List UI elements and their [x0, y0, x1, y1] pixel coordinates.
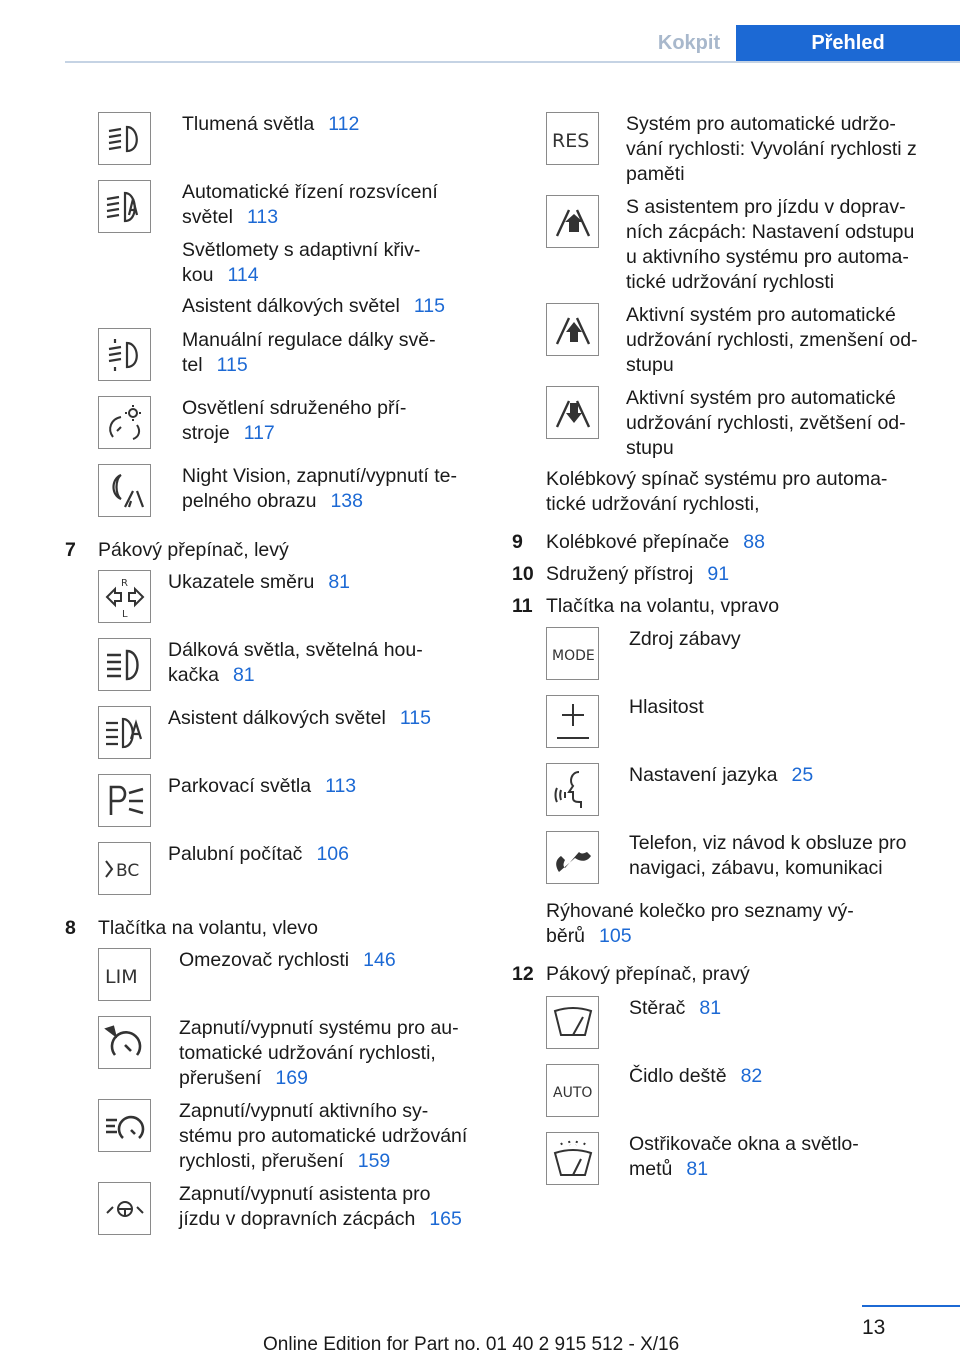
instrument-lighting-icon [98, 396, 151, 449]
section-number: 9 [512, 531, 523, 553]
item-text: Omezovač rychlosti 146 [179, 949, 396, 971]
volume-icon [546, 695, 599, 748]
cruise-control-icon [98, 1016, 151, 1069]
svg-text:LIM: LIM [104, 965, 138, 988]
section-title: Sdružený přístroj 91 [546, 563, 730, 585]
section-title: Tlačítka na volantu, vlevo [98, 917, 319, 939]
page-link[interactable]: 112 [328, 113, 360, 135]
section-number: 11 [512, 595, 533, 617]
phone-icon [546, 831, 599, 884]
item-text: Manuální regulace dálky svě- tel 115 [182, 329, 436, 376]
res-icon [546, 112, 599, 165]
item-text: S asistentem pro jízdu v doprav- ních zácpách: Nastavení odstupu u aktivního systému pro automa- tické udržování rychlosti [626, 196, 915, 293]
page-link[interactable]: 138 [330, 490, 363, 512]
page-link[interactable]: 117 [243, 422, 275, 444]
page-link[interactable]: 115 [399, 707, 431, 729]
svg-text:R: R [120, 577, 128, 589]
washer-icon [546, 1132, 599, 1185]
tab-prehled[interactable]: Přehled [736, 25, 960, 62]
distance-setting-icon [546, 195, 599, 248]
page-link[interactable]: 88 [743, 531, 765, 553]
item-text: Tlumená světla 112 [182, 113, 360, 135]
edition-text: Online Edition for Part no. 01 40 2 915 512 - X/16 [263, 1334, 680, 1355]
section-number: 7 [65, 539, 76, 561]
voice-control-icon [546, 763, 599, 816]
page-link[interactable]: 91 [707, 563, 730, 585]
rocker-switch-text: Kolébkový spínač systému pro automa- tické udržování rychlosti, [546, 468, 888, 515]
traffic-jam-assist-icon [98, 1182, 151, 1235]
item-text: Aktivní systém pro automatické udržování rychlosti, zvětšení od- stupu [626, 387, 906, 459]
section-title: Pákový přepínač, levý [98, 539, 289, 561]
wiper-icon [546, 996, 599, 1049]
high-beam-icon [98, 638, 151, 691]
turn-signal-icon [98, 570, 151, 623]
page-link[interactable]: 82 [740, 1065, 763, 1087]
section-title: Kolébkové přepínače 88 [546, 531, 765, 553]
item-text: Zapnutí/vypnutí systému pro au- tomatické udržování rychlosti, přerušení 169 [179, 1017, 459, 1089]
item-text: Dálková světla, světelná hou- kačka 81 [168, 639, 423, 686]
headlight-range-icon [98, 328, 151, 381]
page-link[interactable]: 81 [699, 997, 722, 1019]
page-link[interactable]: 114 [227, 264, 259, 286]
item-text: Automatické řízení rozsvícení světel 113 [182, 181, 438, 228]
item-text: Zdroj zábavy [629, 628, 741, 650]
section-number: 10 [512, 563, 534, 585]
mode-icon [546, 627, 599, 680]
item-text: Asistent dálkových světel 115 [168, 707, 431, 729]
item-text: Zapnutí/vypnutí aktivního sy- stému pro automatické udržování rychlosti, přerušení 159 [179, 1100, 468, 1172]
section-number: 8 [65, 917, 76, 939]
item-text: Ukazatele směru 81 [168, 571, 351, 593]
active-cruise-icon [98, 1099, 151, 1152]
item-text: Zapnutí/vypnutí asistenta pro jízdu v dopravních zácpách 165 [179, 1183, 462, 1230]
page-link[interactable]: 106 [316, 843, 349, 865]
auto-headlight-icon [98, 180, 151, 233]
parking-light-icon [98, 774, 151, 827]
section-number: 12 [512, 963, 534, 985]
page-link[interactable]: 113 [325, 775, 357, 797]
page-number: 13 [862, 1316, 886, 1339]
page-link[interactable]: 81 [328, 571, 351, 593]
speed-limiter-icon [98, 948, 151, 1001]
footer-rule [862, 1305, 960, 1307]
page-link[interactable]: 25 [791, 764, 814, 786]
item-text: Aktivní systém pro automatické udržování rychlosti, zmenšení od- stupu [626, 304, 918, 376]
item-text: Palubní počítač 106 [168, 843, 349, 865]
item-text: Systém pro automatické udržo- vání rychlosti: Vyvolání rychlosti z paměti [626, 113, 917, 185]
page-link[interactable]: 159 [357, 1150, 391, 1172]
item-text: Čidlo deště 82 [629, 1065, 763, 1087]
section-title: Tlačítka na volantu, vpravo [546, 595, 780, 617]
distance-increase-icon [546, 386, 599, 439]
section-title: Pákový přepínač, pravý [546, 963, 750, 985]
item-text: Night Vision, zapnutí/vypnutí te- pelného obrazu 138 [182, 465, 457, 512]
page-link[interactable]: 146 [363, 949, 396, 971]
item-text: Hlasitost [629, 696, 704, 718]
svg-text:MODE: MODE [551, 647, 595, 664]
page-link[interactable]: 169 [275, 1067, 308, 1089]
svg-text:RES: RES [551, 129, 589, 152]
header-rule [65, 61, 960, 63]
page-link[interactable]: 113 [246, 206, 279, 228]
tab-kokpit[interactable]: Kokpit [657, 32, 721, 54]
low-beam-icon [98, 112, 151, 165]
item-text: Stěrač 81 [629, 997, 722, 1019]
rain-sensor-icon [546, 1064, 599, 1117]
thumbwheel-text: Rýhované kolečko pro seznamy vý- běrů 105 [546, 900, 854, 947]
page-link[interactable]: 81 [686, 1158, 709, 1180]
item-text: Telefon, viz návod k obsluze pro navigaci, zábavu, komunikaci [629, 832, 907, 879]
night-vision-icon [98, 464, 151, 517]
onboard-computer-icon [98, 842, 151, 895]
page-link[interactable]: 115 [216, 354, 248, 376]
svg-text:L: L [121, 608, 128, 619]
item-text: Asistent dálkových světel 115 [182, 295, 445, 317]
page-link[interactable]: 165 [429, 1208, 462, 1230]
page-link[interactable]: 81 [232, 664, 255, 686]
item-text: Ostřikovače okna a světlo- metů 81 [629, 1133, 859, 1180]
distance-decrease-icon [546, 303, 599, 356]
item-text: Nastavení jazyka 25 [629, 764, 814, 786]
item-text: Osvětlení sdruženého pří- stroje 117 [182, 397, 407, 444]
svg-text:BC: BC [115, 860, 139, 881]
item-text: Světlomety s adaptivní křiv- kou 114 [182, 239, 421, 286]
item-text: Parkovací světla 113 [168, 775, 357, 797]
page-link[interactable]: 115 [413, 295, 445, 317]
svg-text:AUTO: AUTO [552, 1084, 592, 1101]
high-beam-assist-icon [98, 706, 151, 759]
page-link[interactable]: 105 [599, 925, 632, 947]
